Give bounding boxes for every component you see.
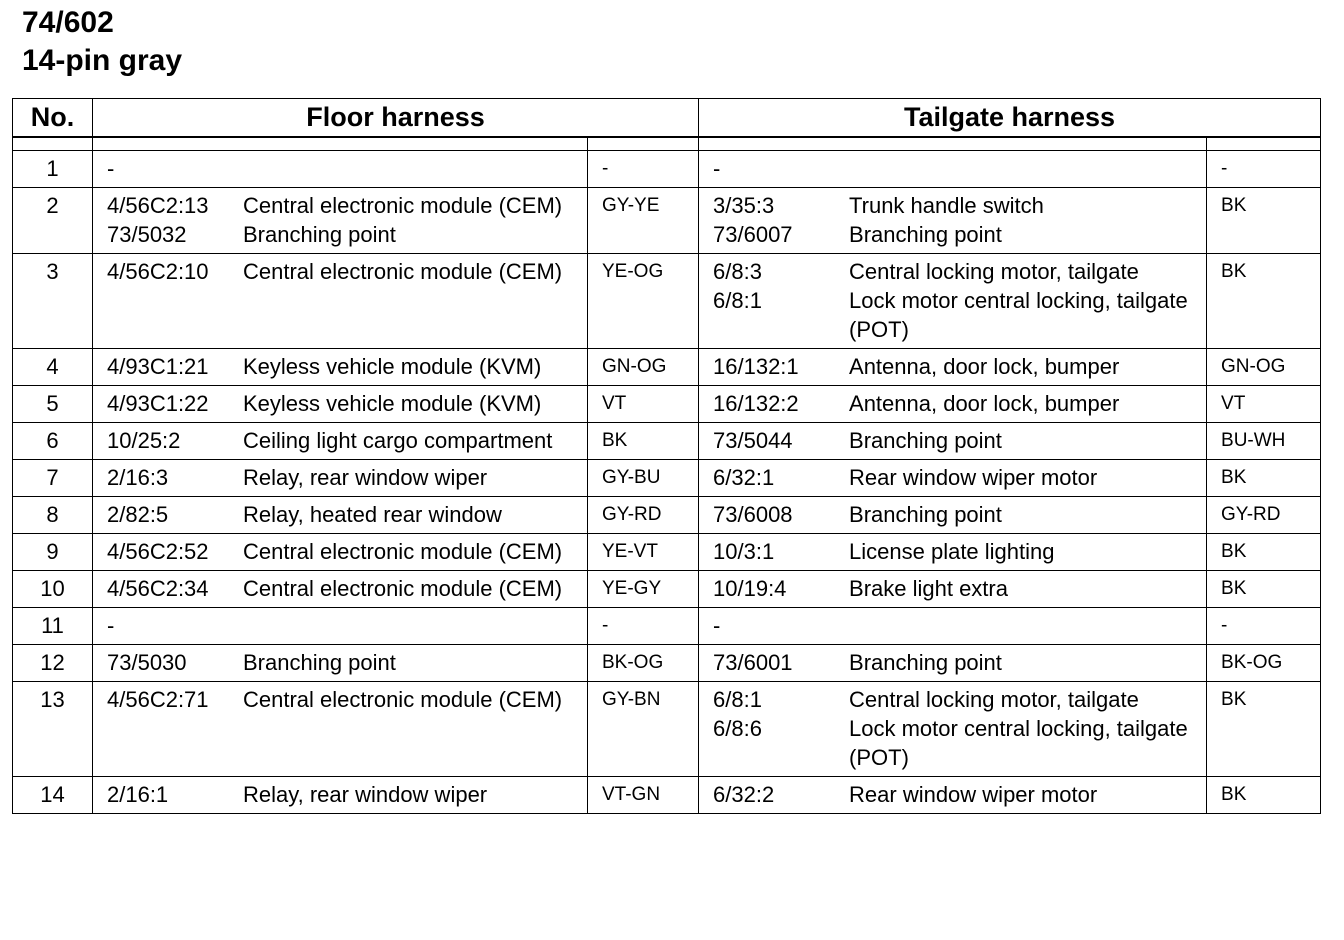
pin-number: 11: [13, 608, 93, 645]
floor-component-description: [243, 611, 587, 640]
floor-component-description: [243, 154, 587, 183]
table-body: [13, 137, 1321, 814]
tailgate-entry: [713, 220, 1206, 249]
page-title: [22, 4, 182, 80]
floor-component-description: Branching point: [243, 650, 396, 675]
tailgate-wire-color: BK: [1207, 534, 1321, 571]
tailgate-cell: [699, 777, 1207, 814]
floor-entry: [107, 685, 587, 714]
floor-component-code: 4/93C1:22: [107, 391, 209, 416]
table-row: [13, 777, 1321, 814]
pin-number: 5: [13, 386, 93, 423]
tailgate-component-code: -: [713, 613, 721, 638]
tailgate-component-description: Brake light extra: [849, 576, 1008, 601]
tailgate-component-code: 6/8:3: [713, 259, 762, 284]
floor-cell: [93, 460, 588, 497]
tailgate-cell: [699, 254, 1207, 349]
tailgate-component-description: Central locking motor, tailgate: [849, 687, 1139, 712]
pinout-table: [12, 98, 1321, 814]
floor-wire-color: GY-BU: [588, 460, 699, 497]
header-floor-harness: Floor harness: [93, 99, 699, 138]
tailgate-wire-color: BK-OG: [1207, 645, 1321, 682]
tailgate-entry: [713, 537, 1206, 566]
tailgate-wire-color: BK: [1207, 460, 1321, 497]
tailgate-entry: [713, 780, 1206, 809]
floor-wire-color: VT: [588, 386, 699, 423]
tailgate-component-description: Branching point: [849, 428, 1002, 453]
floor-entry: [107, 389, 587, 418]
tailgate-wire-color: VT: [1207, 386, 1321, 423]
tailgate-component-description: Central locking motor, tailgate: [849, 259, 1139, 284]
floor-component-code: 2/82:5: [107, 502, 169, 527]
tailgate-entry: [713, 500, 1206, 529]
tailgate-component-description: [849, 154, 1206, 183]
tailgate-component-code: 16/132:1: [713, 354, 799, 379]
floor-component-code: 4/56C2:34: [107, 576, 209, 601]
floor-wire-color: VT-GN: [588, 777, 699, 814]
tailgate-component-description: Branching point: [849, 502, 1002, 527]
floor-component-description: Relay, heated rear window: [243, 502, 502, 527]
tailgate-wire-color: -: [1207, 608, 1321, 645]
tailgate-cell: [699, 645, 1207, 682]
tailgate-component-code: 6/8:1: [713, 687, 762, 712]
floor-component-description: Branching point: [243, 222, 396, 247]
table-header: [13, 99, 1321, 138]
floor-cell: [93, 645, 588, 682]
floor-component-description: Ceiling light cargo compartment: [243, 428, 553, 453]
pin-number: 3: [13, 254, 93, 349]
floor-component-description: Central electronic module (CEM): [243, 259, 563, 284]
table-row: [13, 497, 1321, 534]
tailgate-component-description: Branching point: [849, 650, 1002, 675]
floor-wire-color: GN-OG: [588, 349, 699, 386]
tailgate-component-code: 6/32:1: [713, 465, 775, 490]
floor-wire-color: BK-OG: [588, 645, 699, 682]
floor-entry: [107, 191, 587, 220]
floor-wire-color: YE-OG: [588, 254, 699, 349]
tailgate-entry: [713, 154, 1206, 183]
tailgate-component-description: License plate lighting: [849, 539, 1055, 564]
floor-component-description: Keyless vehicle module (KVM): [243, 391, 542, 416]
pin-number: 8: [13, 497, 93, 534]
tailgate-component-code: 73/6007: [713, 222, 793, 247]
floor-cell: [93, 682, 588, 777]
tailgate-wire-color: GY-RD: [1207, 497, 1321, 534]
floor-component-description: Central electronic module (CEM): [243, 539, 563, 564]
floor-wire-color: -: [588, 151, 699, 188]
tailgate-component-code: 73/5044: [713, 428, 793, 453]
floor-cell: [93, 571, 588, 608]
header-separator: [13, 137, 1321, 151]
floor-component-description: Relay, rear window wiper: [243, 465, 488, 490]
pin-number: 2: [13, 188, 93, 254]
tailgate-wire-color: BK: [1207, 777, 1321, 814]
tailgate-component-description: Lock motor central locking, tailgate (POT): [849, 288, 1188, 342]
tailgate-cell: [699, 423, 1207, 460]
tailgate-wire-color: GN-OG: [1207, 349, 1321, 386]
floor-wire-color: YE-GY: [588, 571, 699, 608]
tailgate-component-description: Rear window wiper motor: [849, 782, 1098, 807]
connector-number: 74/602: [22, 6, 114, 39]
floor-component-description: Keyless vehicle module (KVM): [243, 354, 542, 379]
tailgate-entry: [713, 648, 1206, 677]
floor-entry: [107, 611, 587, 640]
floor-cell: [93, 188, 588, 254]
table-row: [13, 423, 1321, 460]
tailgate-wire-color: BK: [1207, 682, 1321, 777]
floor-component-code: 73/5032: [107, 222, 187, 247]
connector-description: 14-pin gray: [22, 44, 183, 77]
tailgate-wire-color: BK: [1207, 188, 1321, 254]
pin-number: 13: [13, 682, 93, 777]
floor-entry: [107, 537, 587, 566]
tailgate-component-code: 10/19:4: [713, 576, 787, 601]
floor-component-code: 4/56C2:71: [107, 687, 209, 712]
floor-wire-color: GY-YE: [588, 188, 699, 254]
tailgate-cell: [699, 349, 1207, 386]
floor-component-description: Central electronic module (CEM): [243, 576, 563, 601]
table-row: [13, 460, 1321, 497]
tailgate-cell: [699, 571, 1207, 608]
floor-component-code: 10/25:2: [107, 428, 181, 453]
tailgate-component-description: Rear window wiper motor: [849, 465, 1098, 490]
tailgate-component-code: 16/132:2: [713, 391, 799, 416]
tailgate-entry: [713, 286, 1206, 344]
floor-cell: [93, 497, 588, 534]
tailgate-component-description: Trunk handle switch: [849, 193, 1044, 218]
floor-entry: [107, 648, 587, 677]
tailgate-cell: [699, 608, 1207, 645]
tailgate-entry: [713, 574, 1206, 603]
floor-cell: [93, 423, 588, 460]
tailgate-cell: [699, 188, 1207, 254]
table-row: [13, 188, 1321, 254]
tailgate-cell: [699, 386, 1207, 423]
tailgate-component-code: 6/8:1: [713, 288, 762, 313]
floor-cell: [93, 386, 588, 423]
tailgate-entry: [713, 191, 1206, 220]
table-row: [13, 254, 1321, 349]
tailgate-wire-color: BU-WH: [1207, 423, 1321, 460]
table-row: [13, 349, 1321, 386]
tailgate-component-code: 3/35:3: [713, 193, 775, 218]
pin-number: 7: [13, 460, 93, 497]
tailgate-entry: [713, 426, 1206, 455]
header-no: No.: [13, 99, 93, 138]
tailgate-entry: [713, 389, 1206, 418]
tailgate-entry: [713, 611, 1206, 640]
floor-component-description: Central electronic module (CEM): [243, 687, 563, 712]
pin-number: 14: [13, 777, 93, 814]
floor-component-code: 4/93C1:21: [107, 354, 209, 379]
tailgate-component-description: Antenna, door lock, bumper: [849, 391, 1120, 416]
tailgate-entry: [713, 685, 1206, 714]
tailgate-component-description: Branching point: [849, 222, 1002, 247]
floor-component-code: 73/5030: [107, 650, 187, 675]
pin-number: 10: [13, 571, 93, 608]
floor-component-description: Central electronic module (CEM): [243, 193, 563, 218]
tailgate-component-code: 73/6008: [713, 502, 793, 527]
floor-cell: [93, 534, 588, 571]
floor-entry: [107, 500, 587, 529]
floor-component-code: 2/16:3: [107, 465, 169, 490]
floor-entry: [107, 574, 587, 603]
floor-component-code: 2/16:1: [107, 782, 169, 807]
floor-wire-color: -: [588, 608, 699, 645]
tailgate-cell: [699, 497, 1207, 534]
floor-cell: [93, 777, 588, 814]
tailgate-entry: [713, 257, 1206, 286]
tailgate-component-code: -: [713, 156, 721, 181]
tailgate-component-code: 10/3:1: [713, 539, 775, 564]
tailgate-component-code: 6/32:2: [713, 782, 775, 807]
floor-component-code: 4/56C2:10: [107, 259, 209, 284]
tailgate-component-description: [849, 611, 1206, 640]
pin-number: 6: [13, 423, 93, 460]
pin-number: 12: [13, 645, 93, 682]
table-row: [13, 386, 1321, 423]
tailgate-component-code: 6/8:6: [713, 716, 762, 741]
tailgate-wire-color: -: [1207, 151, 1321, 188]
table-row: [13, 534, 1321, 571]
floor-wire-color: GY-RD: [588, 497, 699, 534]
tailgate-cell: [699, 151, 1207, 188]
pin-number: 4: [13, 349, 93, 386]
floor-cell: [93, 151, 588, 188]
floor-component-code: 4/56C2:52: [107, 539, 209, 564]
tailgate-wire-color: BK: [1207, 254, 1321, 349]
floor-entry: [107, 780, 587, 809]
floor-component-description: Relay, rear window wiper: [243, 782, 488, 807]
floor-cell: [93, 349, 588, 386]
tailgate-component-code: 73/6001: [713, 650, 793, 675]
table-row: [13, 682, 1321, 777]
floor-entry: [107, 154, 587, 183]
header-tailgate-harness: Tailgate harness: [699, 99, 1321, 138]
floor-component-code: 4/56C2:13: [107, 193, 209, 218]
tailgate-entry: [713, 352, 1206, 381]
table-row: [13, 151, 1321, 188]
floor-component-code: -: [107, 613, 115, 638]
floor-cell: [93, 254, 588, 349]
floor-entry: [107, 220, 587, 249]
floor-entry: [107, 426, 587, 455]
tailgate-component-description: Lock motor central locking, tailgate (POT): [849, 716, 1188, 770]
tailgate-entry: [713, 463, 1206, 492]
tailgate-cell: [699, 460, 1207, 497]
floor-entry: [107, 463, 587, 492]
floor-cell: [93, 608, 588, 645]
floor-entry: [107, 257, 587, 286]
floor-component-code: -: [107, 156, 115, 181]
tailgate-component-description: Antenna, door lock, bumper: [849, 354, 1120, 379]
table-row: [13, 645, 1321, 682]
floor-wire-color: YE-VT: [588, 534, 699, 571]
floor-wire-color: GY-BN: [588, 682, 699, 777]
pin-number: 9: [13, 534, 93, 571]
tailgate-cell: [699, 534, 1207, 571]
floor-wire-color: BK: [588, 423, 699, 460]
table-row: [13, 571, 1321, 608]
pin-number: 1: [13, 151, 93, 188]
tailgate-wire-color: BK: [1207, 571, 1321, 608]
floor-entry: [107, 352, 587, 381]
table-row: [13, 608, 1321, 645]
tailgate-entry: [713, 714, 1206, 772]
tailgate-cell: [699, 682, 1207, 777]
